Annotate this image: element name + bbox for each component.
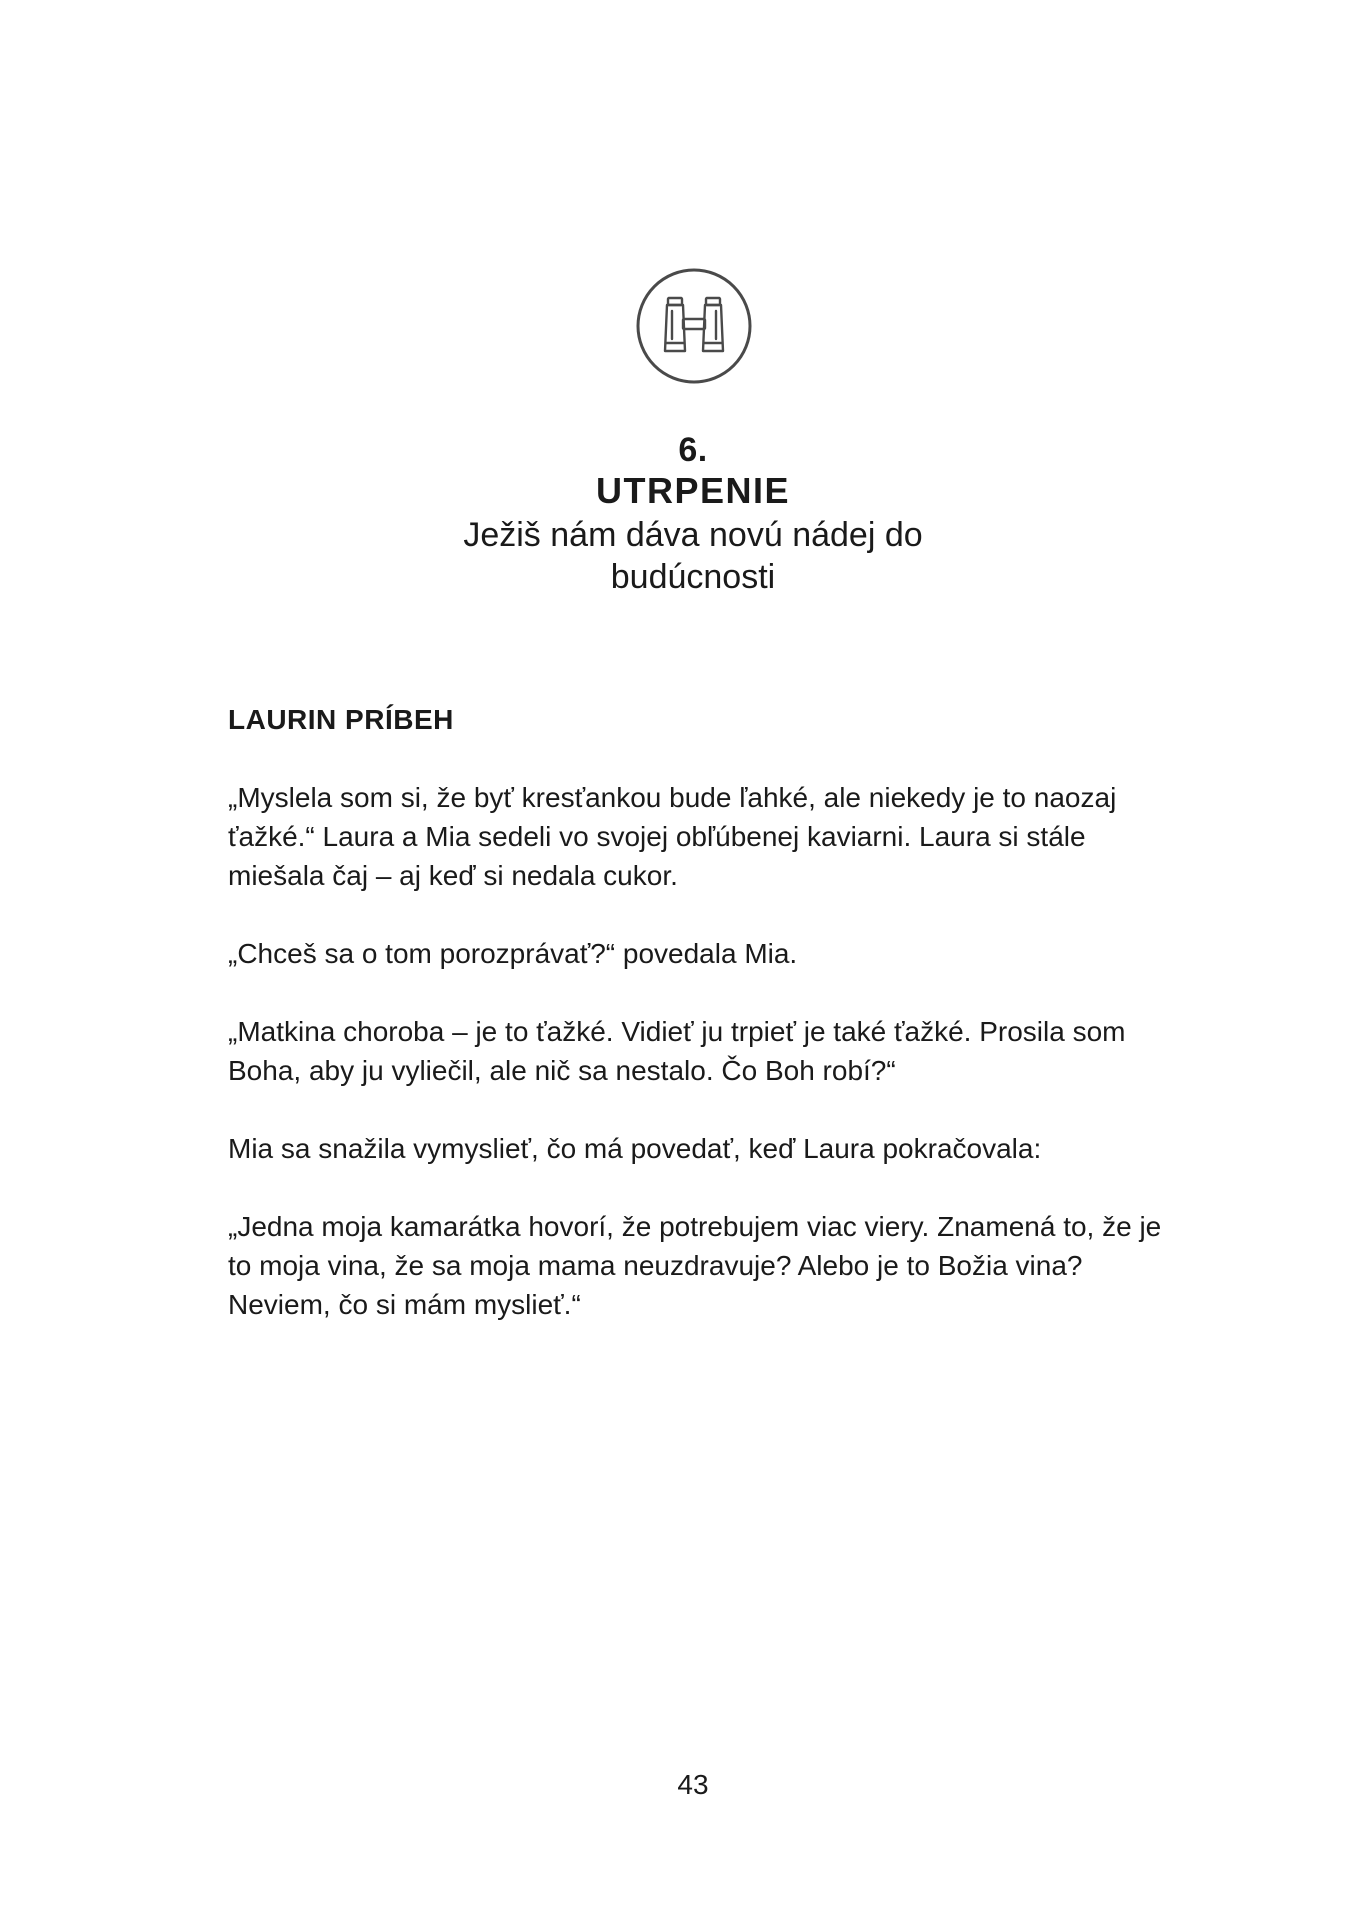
- chapter-subtitle: Ježiš nám dáva novú nádej do budúcnosti: [463, 516, 923, 596]
- page-number: 43: [677, 1769, 709, 1800]
- story-paragraph: „Jedna moja kamarátka hovorí, že potrebujem viac viery. Znamená to, že je to moja vina, že sa moja mama neuzdravuje? Alebo je to Božia vina? Neviem, čo si mám myslieť.“: [228, 1211, 1162, 1320]
- story-section: [228, 700, 1173, 1363]
- story-paragraph: Mia sa snažila vymyslieť, čo má povedať, keď Laura pokračovala:: [228, 1133, 1042, 1164]
- story-paragraph: „Myslela som si, že byť kresťankou bude ľahké, ale niekedy je to naozaj ťažké.“ Laura a Mia sedeli vo svojej obľúbenej kaviarni. Laura si stále miešala čaj – aj keď si nedala cukor.: [228, 782, 1117, 891]
- binoculars-icon: [635, 267, 753, 385]
- section-heading: LAURIN PRÍBEH: [228, 704, 454, 735]
- story-paragraph: „Chceš sa o tom porozprávať?“ povedala Mia.: [228, 938, 798, 969]
- chapter-number: 6.: [678, 431, 708, 469]
- chapter-heading: [0, 430, 1353, 598]
- story-paragraph: „Matkina choroba – je to ťažké. Vidieť ju trpieť je také ťažké. Prosila som Boha, aby ju vyliečil, ale nič sa nestalo. Čo Boh robí?“: [228, 1016, 1126, 1086]
- chapter-title: UTRPENIE: [595, 470, 791, 511]
